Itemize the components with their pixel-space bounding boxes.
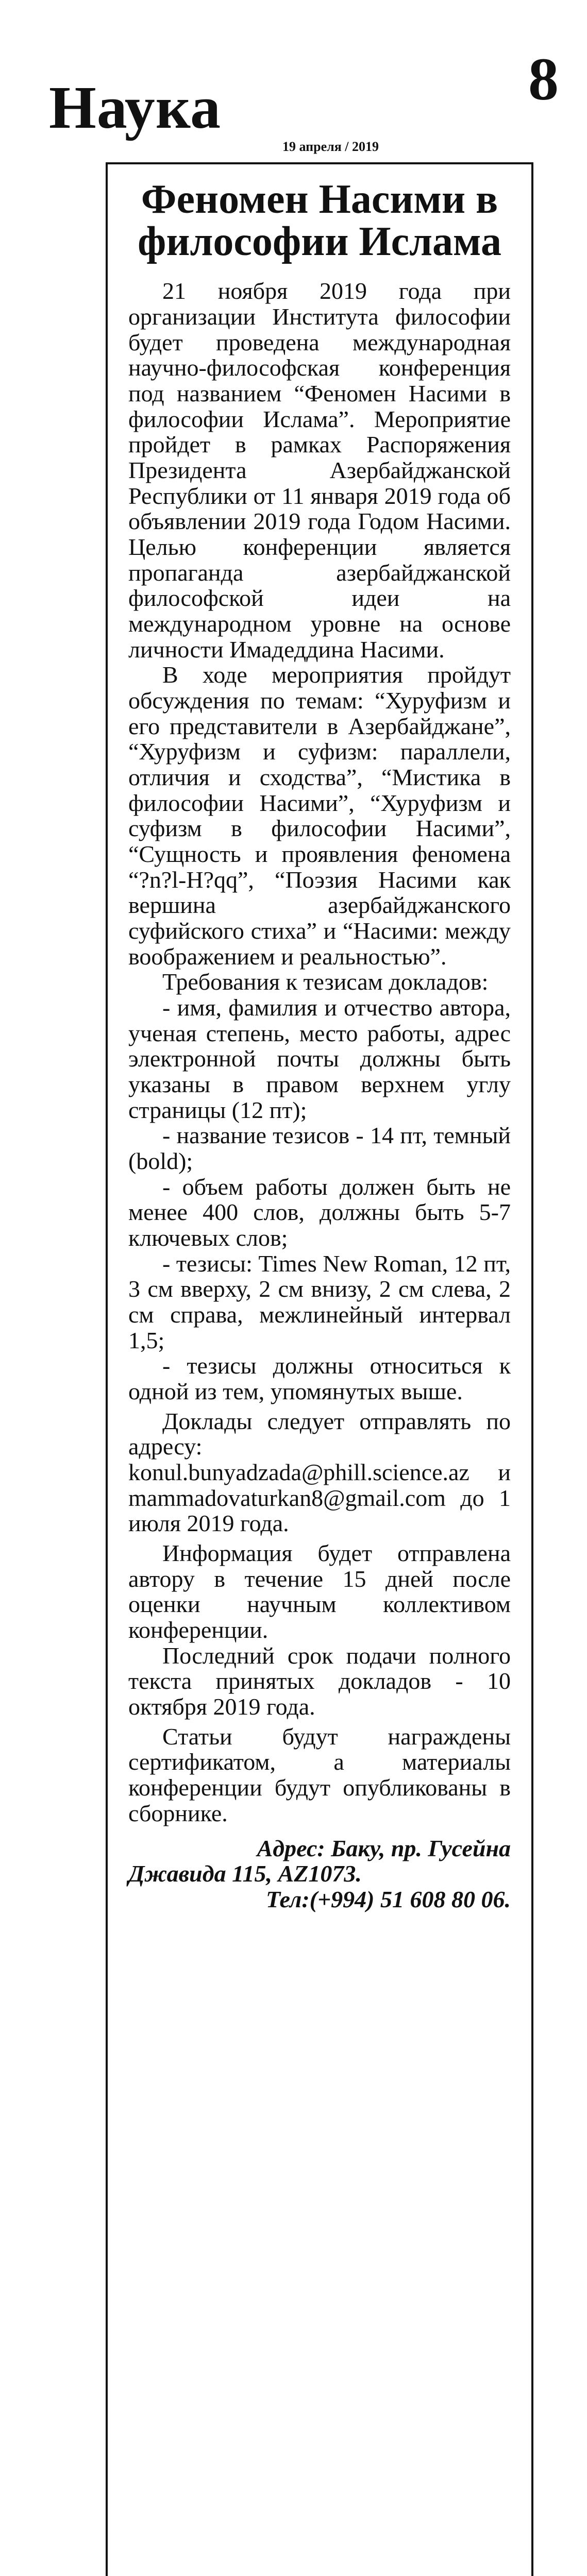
requirement-item-format: - тезисы: Times New Roman, 12 пт, 3 см вверху, 2 см внизу, 2 см слева, 2 см справа, межлинейный интервал 1,5;: [128, 1250, 511, 1353]
paragraph-certificates: Статьи будут награждены сертификатом, а материалы конференции будут опубликованы в сборнике.: [128, 1723, 511, 1826]
paragraph-notification: Информация будет отправлена автору в течение 15 дней после оценки научным коллективом конференции.: [128, 1540, 511, 1643]
page-number: 8: [528, 45, 559, 113]
paragraph-submission: Доклады следует отправлять по адресу: konul.bunyadzada@phill.science.az и mammadovaturkan8@gmail.com до 1 июля 2019 года.: [128, 1408, 511, 1537]
article-box: [106, 162, 533, 2576]
issue-date: 19 апреля / 2019: [282, 139, 379, 154]
requirement-item-topic: - тезисы должны относиться к одной из тем, упомянутых выше.: [128, 1352, 511, 1405]
address-line-2: Джавида 115, AZ1073.: [128, 1860, 362, 1887]
paragraph-deadline: Последний срок подачи полного текста принятых докладов - 10 октября 2019 года.: [128, 1642, 511, 1720]
contact-phone: Тел:(+994) 51 608 80 06.: [266, 1886, 511, 1912]
requirement-item-length: - объем работы должен быть не менее 400 слов, должны быть 5-7 ключевых слов;: [128, 1173, 511, 1251]
paragraph-requirements-heading: Требования к тезисам докладов:: [162, 969, 489, 995]
section-title: Наука: [49, 74, 221, 141]
article-headline: Феномен Насими в философии Ислама: [138, 177, 501, 264]
paragraph-intro: 21 ноября 2019 года при организации Института философии будет проведена международная научно-философская конференция под названием “Феномен Насими в философии Ислама”. Мероприятие пройдет в рамках Распоряжения Президента Азербайджанской Республики от 11 января 2019 года об объявлении 2019 года Годом Насими. Целью конференции является пропаганда азербайджанской философской идеи на международном уровне на основе личности Имадеддина Насими.: [128, 278, 511, 663]
contact-address: [128, 1836, 511, 1912]
requirement-item-title: - название тезисов - 14 пт, темный (bold);: [128, 1122, 511, 1175]
paragraph-topics: В ходе мероприятия пройдут обсуждения по темам: “Хуруфизм и его представители в Азербайджане”, “Хуруфизм и суфизм: параллели, отличия и сходства”, “Мистика в философии Насими”, “Хуруфизм и суфизм в философии Насими”, “Сущность и проявления феномена “?n?l-H?qq”, “Поэзия Насими как вершина азербайджанского суфийского стиха” и “Насими: между воображением и реальностью”.: [128, 662, 511, 970]
address-line-1: Адрес: Баку, пр. Гусейна: [257, 1835, 511, 1861]
address-spacer: [128, 1826, 511, 1829]
article-body: [128, 278, 511, 1826]
requirement-item-author: - имя, фамилия и отчество автора, ученая степень, место работы, адрес электронной почты должны быть указаны в правом верхнем углу страницы (12 пт);: [128, 994, 511, 1123]
